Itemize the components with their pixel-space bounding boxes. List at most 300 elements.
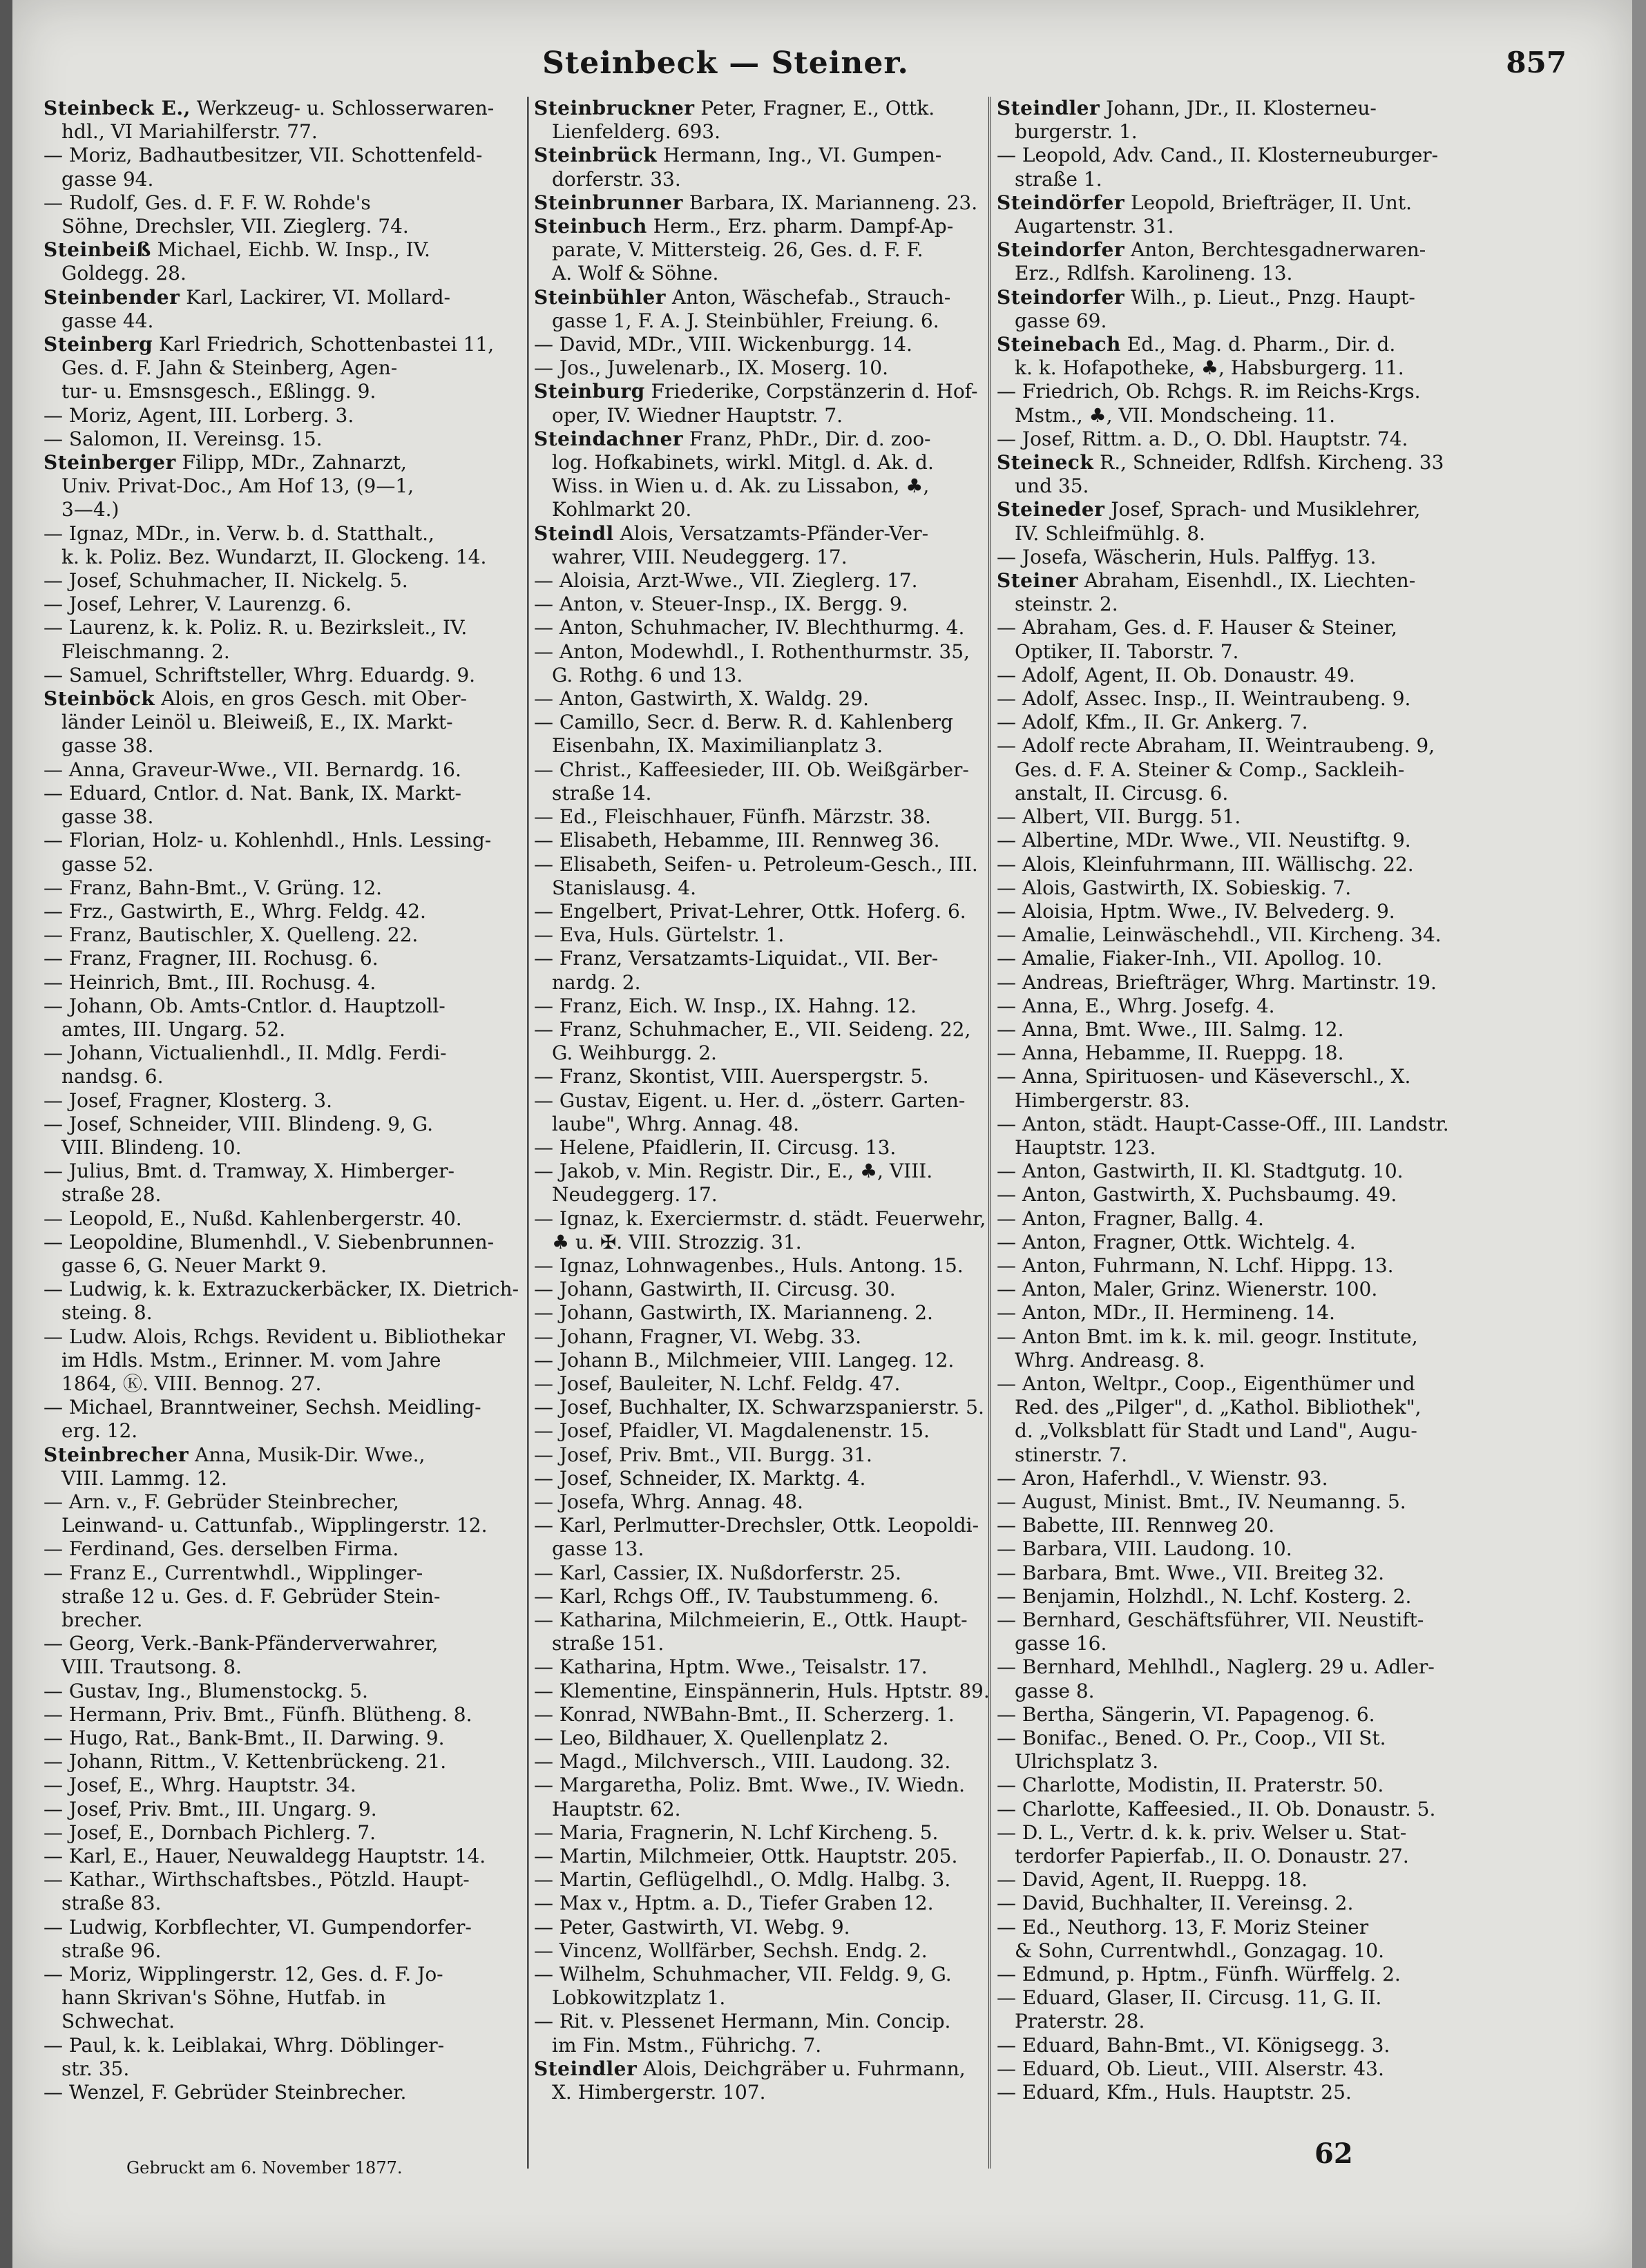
entry-text: Karl Friedrich, Schottenbastei 11, Ges. d. F. Jahn & Steinberg, Agen- tur- u. Emsnsgesch., Eßlingg. 9.: [61, 333, 495, 403]
directory-entry: [44, 758, 520, 782]
directory-entry: [534, 97, 1011, 144]
directory-entry: [534, 1207, 1011, 1254]
entry-text: — Gustav, Eigent. u. Her. d. „österr. Garten- laube", Whrg. Annag. 48.: [534, 1088, 966, 1135]
directory-entry: [997, 876, 1456, 900]
entry-text: — Anna, Hebamme, II. Rueppg. 18.: [997, 1041, 1344, 1065]
entry-text: — Josef, Buchhalter, IX. Schwarzspanierstr. 5.: [534, 1396, 984, 1419]
entry-text: — Anna, Spirituosen- und Käseverschl., X. Himbergerstr. 83.: [997, 1065, 1411, 1112]
directory-entry: [534, 994, 1011, 1018]
directory-entry: [534, 1916, 1011, 1939]
entry-text: — Anton, Maler, Grinz. Wienerstr. 100.: [997, 1278, 1378, 1301]
directory-entry: [534, 1774, 1011, 1820]
entry-text: — Moriz, Badhautbesitzer, VII. Schottenfeld- gasse 94.: [44, 144, 483, 191]
entry-text: — Martin, Milchmeier, Ottk. Hauptstr. 205.: [534, 1845, 958, 1868]
directory-entry: [534, 900, 1011, 923]
directory-entry: [997, 1727, 1456, 1774]
entry-text: Herm., Erz. pharm. Dampf-Ap- parate, V. Mittersteig. 26, Ges. d. F. F. A. Wolf & Söhne.: [552, 215, 954, 285]
directory-entry: [534, 1160, 1011, 1207]
entry-text: — Karl, Cassier, IX. Nußdorferstr. 25.: [534, 1561, 901, 1584]
entry-text: — Abraham, Ges. d. F. Hauser & Steiner, Optiker, II. Taborstr. 7.: [997, 616, 1397, 663]
directory-entry: [44, 569, 520, 593]
entry-text: — Alois, Kleinfuhrmann, III. Wällischg. 22.: [997, 852, 1414, 876]
directory-entry: [44, 1231, 520, 1278]
directory-entry: [44, 829, 520, 876]
directory-entry: [44, 1680, 520, 1703]
entry-text: Anna, Musik-Dir. Wwe., VIII. Lammg. 12.: [61, 1443, 425, 1490]
directory-entry: [534, 286, 1011, 333]
directory-entry: [44, 947, 520, 970]
entry-text: — Samuel, Schriftsteller, Whrg. Eduardg. 9.: [44, 663, 476, 686]
directory-entry: [534, 380, 1011, 427]
entry-text: — Leopoldine, Blumenhdl., V. Siebenbrunnen- gasse 6, G. Neuer Markt 9.: [44, 1230, 495, 1277]
entry-surname: Steinberger: [44, 451, 176, 474]
entry-text: — Ignaz, k. Exerciermstr. d. städt. Feuerwehr, ♣ u. ✠. VIII. Strozzig. 31.: [534, 1207, 986, 1253]
entry-text: — Wilhelm, Schuhmacher, VII. Feldg. 9, G. Lobkowitzplatz 1.: [534, 1963, 952, 2010]
directory-entry: [534, 640, 1011, 687]
entry-text: — Heinrich, Bmt., III. Rochusg. 4.: [44, 970, 376, 994]
directory-entry: [44, 1845, 520, 1868]
directory-entry: [997, 1490, 1456, 1514]
entry-text: Barbara, IX. Marianneng. 23.: [682, 191, 978, 214]
directory-column-2: [534, 97, 1011, 2169]
directory-entry: [534, 1396, 1011, 1419]
directory-entry: [44, 1916, 520, 1963]
directory-entry: [997, 1798, 1456, 1821]
directory-entry: [44, 1443, 520, 1490]
directory-entry: [997, 1372, 1456, 1467]
directory-entry: [534, 1419, 1011, 1443]
directory-entry: [997, 1514, 1456, 1537]
directory-entry: [997, 427, 1456, 451]
entry-text: Werkzeug- u. Schlosserwaren- hdl., VI Mariahilferstr. 77.: [61, 97, 495, 144]
entry-text: — Aron, Haferhdl., V. Wienstr. 93.: [997, 1466, 1328, 1490]
entry-text: — Anton, Weltpr., Coop., Eigenthümer und Red. des „Pilger", d. „Kathol. Bibliothek", d. „Volksblatt für Stadt und Land", Augu- stinerstr. 7.: [997, 1372, 1422, 1466]
entry-text: — Josef, E., Dornbach Pichlerg. 7.: [44, 1820, 376, 1844]
entry-text: — Salomon, II. Vereinsg. 15.: [44, 427, 323, 450]
directory-entry: [44, 404, 520, 427]
directory-entry: [44, 1750, 520, 1774]
entry-text: — Anton, Fuhrmann, N. Lchf. Hippg. 13.: [997, 1253, 1394, 1277]
directory-entry: [534, 2010, 1011, 2057]
directory-entry: [44, 1774, 520, 1797]
entry-text: — Johann, Fragner, VI. Webg. 33.: [534, 1325, 862, 1348]
entry-text: — Michael, Branntweiner, Sechsh. Meidling- erg. 12.: [44, 1396, 481, 1443]
entry-text: — Adolf recte Abraham, II. Weintraubeng. 9, Ges. d. F. A. Steiner & Comp., Sackleih- anstalt, II. Circusg. 6.: [997, 734, 1435, 805]
entry-text: — Anton, Gastwirth, X. Puchsbaumg. 49.: [997, 1183, 1397, 1207]
directory-entry: [44, 1089, 520, 1113]
entry-surname: Steinberg: [44, 333, 153, 356]
entry-text: — Ludw. Alois, Rchgs. Revident u. Bibliothekar im Hdls. Mstm., Erinner. M. vom Jahre 1864, Ⓚ. VIII. Bennog. 27.: [44, 1325, 506, 1395]
directory-entry: [997, 1986, 1456, 2033]
entry-text: — Johann, Rittm., V. Kettenbrückeng. 21.: [44, 1750, 447, 1774]
entry-text: — Hugo, Rat., Bank-Bmt., II. Darwing. 9.: [44, 1727, 445, 1750]
entry-text: — Adolf, Agent, II. Ob. Donaustr. 49.: [997, 663, 1355, 686]
directory-entry: [44, 427, 520, 451]
entry-text: — Charlotte, Modistin, II. Praterstr. 50.: [997, 1774, 1384, 1797]
entry-text: — Andreas, Briefträger, Whrg. Martinstr. 19.: [997, 970, 1437, 994]
directory-entry: [997, 191, 1456, 238]
entry-surname: Steinbender: [44, 285, 180, 309]
directory-entry: [44, 286, 520, 333]
directory-entry: [44, 1396, 520, 1443]
entry-surname: Steinebach: [997, 333, 1121, 356]
directory-entry: [997, 1963, 1456, 1986]
entry-surname: Steiner: [997, 569, 1079, 593]
entry-text: Wilh., p. Lieut., Pnzg. Haupt- gasse 69.: [1015, 285, 1415, 332]
entry-text: Anton, Berchtesgadnerwaren- Erz., Rdlfsh. Karolineng. 13.: [1015, 238, 1426, 285]
entry-text: — Anna, Graveur-Wwe., VII. Bernardg. 16.: [44, 758, 461, 781]
directory-entry: [44, 782, 520, 829]
directory-entry: [534, 1349, 1011, 1372]
entry-text: Karl, Lackirer, VI. Mollard- gasse 44.: [61, 285, 450, 332]
entry-text: — Katharina, Hptm. Wwe., Teisalstr. 17.: [534, 1655, 928, 1679]
page-number: 857: [1506, 46, 1567, 79]
entry-text: — Julius, Bmt. d. Tramway, X. Himberger- straße 28.: [44, 1160, 454, 1207]
directory-entry: [44, 1278, 520, 1325]
entry-surname: Steindörfer: [997, 191, 1125, 214]
directory-entry: [534, 593, 1011, 616]
directory-entry: [534, 1939, 1011, 1963]
directory-entry: [44, 97, 520, 144]
directory-entry: [997, 2034, 1456, 2057]
directory-entry: [44, 1325, 520, 1396]
directory-entry: [44, 1537, 520, 1561]
entry-surname: Steinbuch: [534, 215, 647, 238]
directory-entry: [44, 1632, 520, 1679]
directory-entry: [997, 380, 1456, 427]
directory-entry: [997, 1561, 1456, 1585]
entry-text: — Karl, Perlmutter-Drechsler, Ottk. Leopoldi- gasse 13.: [534, 1514, 979, 1561]
entry-text: — Camillo, Secr. d. Berw. R. d. Kahlenberg Eisenbahn, IX. Maximilianplatz 3.: [534, 711, 953, 758]
directory-entry: [44, 1041, 520, 1088]
directory-entry: [534, 1278, 1011, 1301]
entry-text: R., Schneider, Rdlfsh. Kircheng. 33 und 35.: [1015, 451, 1444, 498]
directory-entry: [534, 191, 1011, 215]
entry-text: — Johann, Victualienhdl., II. Mdlg. Ferdi- nandsg. 6.: [44, 1041, 447, 1088]
entry-text: — Eva, Huls. Gürtelstr. 1.: [534, 923, 785, 947]
entry-text: Hermann, Ing., VI. Gumpen- dorferstr. 33.: [552, 144, 942, 191]
directory-entry: [997, 2081, 1456, 2104]
entry-text: — Hermann, Priv. Bmt., Fünfh. Blütheng. 8.: [44, 1702, 472, 1726]
entry-text: — Anna, Bmt. Wwe., III. Salmg. 12.: [997, 1017, 1344, 1041]
entry-text: — David, Buchhalter, II. Vereinsg. 2.: [997, 1892, 1354, 1915]
directory-entry: [534, 333, 1011, 356]
entry-text: — Wenzel, F. Gebrüder Steinbrecher.: [44, 2081, 407, 2104]
entry-text: — August, Minist. Bmt., IV. Neumanng. 5.: [997, 1490, 1406, 1513]
entry-text: — Anton, v. Steuer-Insp., IX. Bergg. 9.: [534, 593, 908, 616]
directory-entry: [534, 1136, 1011, 1160]
directory-entry: [997, 1467, 1456, 1490]
entry-surname: Steineck: [997, 451, 1094, 474]
entry-text: — Magd., Milchversch., VIII. Laudong. 32.: [534, 1750, 951, 1774]
directory-entry: [44, 238, 520, 285]
directory-entry: [534, 687, 1011, 711]
entry-text: — Anton, Fragner, Ottk. Wichtelg. 4.: [997, 1230, 1356, 1253]
entry-text: — Rit. v. Plessenet Hermann, Min. Concip. im Fin. Mstm., Führichg. 7.: [534, 2010, 951, 2057]
entry-text: — Johann, Gastwirth, IX. Marianneng. 2.: [534, 1301, 933, 1325]
entry-text: — Anton, Gastwirth, X. Waldg. 29.: [534, 687, 870, 711]
entry-surname: Steindorfer: [997, 285, 1125, 309]
signature-mark: 62: [1314, 2137, 1353, 2170]
entry-text: — Franz, Versatzamts-Liquidat., VII. Ber- nardg. 2.: [534, 947, 939, 994]
entry-text: — Josef, Pfaidler, VI. Magdalenenstr. 15.: [534, 1419, 930, 1443]
entry-text: — Ignaz, MDr., in. Verw. b. d. Statthalt., k. k. Poliz. Bez. Wundarzt, II. Glockeng. 14.: [44, 521, 487, 568]
directory-entry: [997, 616, 1456, 663]
directory-entry: [44, 923, 520, 947]
directory-entry: [997, 853, 1456, 876]
entry-surname: Steinböck: [44, 687, 155, 711]
directory-entry: [44, 616, 520, 663]
directory-entry: [534, 215, 1011, 286]
directory-entry: [44, 664, 520, 687]
entry-text: — Christ., Kaffeesieder, III. Ob. Weißgärber- straße 14.: [534, 758, 969, 805]
page-edge-left: [0, 0, 12, 2268]
directory-entry: [997, 923, 1456, 947]
directory-entry: [534, 1703, 1011, 1727]
directory-entry: [997, 994, 1456, 1018]
entry-text: — Vincenz, Wollfärber, Sechsh. Endg. 2.: [534, 1939, 928, 1962]
directory-entry: [534, 1065, 1011, 1088]
directory-entry: [44, 1561, 520, 1633]
directory-entry: [44, 191, 520, 238]
entry-text: Alois, Deichgräber u. Fuhrmann, X. Himbergerstr. 107.: [552, 2057, 966, 2104]
entry-text: — Franz, Skontist, VIII. Auerspergstr. 5.: [534, 1065, 929, 1088]
directory-entry: [44, 2034, 520, 2081]
entry-text: Franz, PhDr., Dir. d. zoo- log. Hofkabinets, wirkl. Mitgl. d. Ak. d. Wiss. in Wien u. d. Ak. zu Lissabon, ♣, Kohlmarkt 20.: [552, 427, 934, 521]
entry-text: — Johann, Ob. Amts-Cntlor. d. Hauptzoll- amtes, III. Ungarg. 52.: [44, 994, 446, 1041]
directory-entry: [534, 569, 1011, 593]
entry-text: — Eduard, Cntlor. d. Nat. Bank, IX. Markt- gasse 38.: [44, 781, 461, 829]
directory-entry: [44, 994, 520, 1041]
column-divider: [527, 97, 529, 2169]
entry-text: — Aloisia, Hptm. Wwe., IV. Belvederg. 9.: [997, 899, 1395, 923]
entry-text: — Helene, Pfaidlerin, II. Circusg. 13.: [534, 1135, 897, 1159]
directory-entry: [997, 1254, 1456, 1278]
entry-text: — Eduard, Bahn-Bmt., VI. Königsegg. 3.: [997, 2033, 1390, 2057]
entry-text: — Margaretha, Poliz. Bmt. Wwe., IV. Wiedn. Hauptstr. 62.: [534, 1774, 966, 1820]
directory-entry: [44, 971, 520, 994]
directory-entry: [534, 923, 1011, 947]
entry-text: — Josef, Schuhmacher, II. Nickelg. 5.: [44, 569, 408, 593]
entry-text: — Franz, Bahn-Bmt., V. Grüng. 12.: [44, 876, 383, 899]
entry-text: — Martin, Geflügelhdl., O. Mdlg. Halbg. 3.: [534, 1868, 951, 1892]
entry-text: — Josef, Fragner, Klosterg. 3.: [44, 1088, 332, 1112]
directory-entry: [997, 1703, 1456, 1727]
directory-entry: [44, 1703, 520, 1727]
entry-text: — Friedrich, Ob. Rchgs. R. im Reichs-Krgs. Mstm., ♣, VII. Mondscheing. 11.: [997, 380, 1421, 427]
entry-text: — Johann, Gastwirth, II. Circusg. 30.: [534, 1278, 896, 1301]
entry-text: — Johann B., Milchmeier, VIII. Langeg. 12.: [534, 1348, 955, 1372]
directory-entry: [534, 1443, 1011, 1467]
entry-text: — Eduard, Kfm., Huls. Hauptstr. 25.: [997, 2081, 1352, 2104]
directory-entry: [534, 1727, 1011, 1750]
directory-entry: [534, 1868, 1011, 1892]
directory-entry: [44, 876, 520, 900]
entry-text: — Moriz, Wipplingerstr. 12, Ges. d. F. Jo- hann Skrivan's Söhne, Hutfab. in Schwechat.: [44, 1963, 443, 2033]
entry-text: — Florian, Holz- u. Kohlenhdl., Hnls. Lessing- gasse 52.: [44, 829, 492, 876]
directory-entry: [997, 971, 1456, 994]
entry-surname: Steinburg: [534, 380, 645, 403]
entry-text: — Peter, Gastwirth, VI. Webg. 9.: [534, 1915, 850, 1939]
entry-text: Ed., Mag. d. Pharm., Dir. d. k. k. Hofapotheke, ♣, Habsburgerg. 11.: [1015, 333, 1404, 380]
directory-entry: [44, 1821, 520, 1845]
entry-text: — Bertha, Sängerin, VI. Papagenog. 6.: [997, 1702, 1375, 1726]
directory-entry: [44, 1113, 520, 1160]
entry-surname: Steinbrunner: [534, 191, 683, 214]
entry-text: Peter, Fragner, E., Ottk. Lienfelderg. 693.: [552, 97, 935, 144]
directory-entry: [997, 498, 1456, 545]
directory-entry: [534, 1018, 1011, 1065]
directory-entry: [997, 1868, 1456, 1892]
directory-entry: [534, 1608, 1011, 1655]
entry-surname: Steindachner: [534, 427, 684, 450]
directory-entry: [44, 451, 520, 522]
directory-entry: [44, 1798, 520, 1821]
entry-text: — Adolf, Assec. Insp., II. Weintraubeng. 9.: [997, 687, 1411, 711]
directory-entry: [997, 1821, 1456, 1868]
directory-entry: [534, 711, 1011, 758]
directory-entry: [997, 1065, 1456, 1112]
directory-entry: [997, 144, 1456, 191]
entry-text: — Josef, Priv. Bmt., VII. Burgg. 31.: [534, 1443, 872, 1466]
entry-text: — Franz, Eich. W. Insp., IX. Hahng. 12.: [534, 994, 917, 1017]
directory-entry: [997, 1231, 1456, 1254]
entry-text: — Elisabeth, Seifen- u. Petroleum-Gesch., III. Stanislausg. 4.: [534, 852, 978, 899]
directory-entry: [44, 1727, 520, 1750]
directory-entry: [997, 569, 1456, 616]
entry-text: — Alois, Gastwirth, IX. Sobieskig. 7.: [997, 876, 1352, 899]
directory-entry: [997, 734, 1456, 805]
directory-entry: [997, 286, 1456, 333]
directory-entry: [44, 1490, 520, 1537]
directory-entry: [997, 1916, 1456, 1963]
directory-column-3: [997, 97, 1456, 2169]
entry-text: — Paul, k. k. Leiblakai, Whrg. Döblinger- str. 35.: [44, 2033, 445, 2080]
entry-text: Alois, en gros Gesch. mit Ober- länder Leinöl u. Bleiweiß, E., IX. Markt- gasse 38.: [61, 687, 467, 758]
entry-text: Abraham, Eisenhdl., IX. Liechten- steinstr. 2.: [1015, 569, 1416, 616]
page-edge-right: [1632, 0, 1646, 2268]
entry-text: Johann, JDr., II. Klosterneu- burgerstr. 1.: [1015, 97, 1377, 144]
directory-entry: [997, 1278, 1456, 1301]
entry-text: — Jakob, v. Min. Registr. Dir., E., ♣, VIII. Neudeggerg. 17.: [534, 1160, 933, 1207]
directory-entry: [997, 238, 1456, 285]
directory-entry: [997, 900, 1456, 923]
entry-text: — Josef, Schneider, VIII. Blindeng. 9, G. VIII. Blindeng. 10.: [44, 1112, 434, 1159]
directory-entry: [997, 97, 1456, 144]
entry-text: Alois, Versatzamts-Pfänder-Ver- wahrer, VIII. Neudeggerg. 17.: [552, 521, 929, 568]
directory-entry: [534, 1325, 1011, 1349]
entry-text: — Klementine, Einspännerin, Huls. Hptstr. 89.: [534, 1679, 990, 1702]
entry-text: — Leopold, E., Nußd. Kahlenbergerstr. 40.: [44, 1207, 462, 1230]
directory-entry: [997, 451, 1456, 498]
directory-entry: [997, 1655, 1456, 1702]
entry-text: — Franz, Bautischler, X. Quelleng. 22.: [44, 923, 419, 947]
directory-entry: [997, 1537, 1456, 1561]
entry-text: — Anton, Fragner, Ballg. 4.: [997, 1207, 1264, 1230]
directory-entry: [44, 687, 520, 758]
entry-surname: Steinbühler: [534, 285, 666, 309]
entry-text: — David, MDr., VIII. Wickenburgg. 14.: [534, 333, 912, 356]
entry-text: — Anton, Gastwirth, II. Kl. Stadtgutg. 10.: [997, 1160, 1404, 1183]
directory-entry: [534, 1301, 1011, 1325]
directory-entry: [534, 1254, 1011, 1278]
directory-entry: [997, 2057, 1456, 2081]
directory-entry: [534, 947, 1011, 994]
entry-text: — Josef, Lehrer, V. Laurenzg. 6.: [44, 593, 352, 616]
entry-text: — Anton, Modewhdl., I. Rothenthurmstr. 35, G. Rothg. 6 und 13.: [534, 640, 970, 686]
directory-entry: [44, 522, 520, 569]
directory-entry: [44, 1160, 520, 1207]
directory-entry: [534, 829, 1011, 852]
entry-text: — Maria, Fragnerin, N. Lchf Kircheng. 5.: [534, 1820, 939, 1844]
directory-entry: [534, 1655, 1011, 1679]
entry-text: — Josef, Rittm. a. D., O. Dbl. Hauptstr. 74.: [997, 427, 1408, 450]
entry-text: — Adolf, Kfm., II. Gr. Ankerg. 7.: [997, 711, 1308, 734]
directory-entry: [997, 1774, 1456, 1797]
directory-entry: [44, 900, 520, 923]
entry-text: — Ludwig, k. k. Extrazuckerbäcker, IX. Dietrich- steing. 8.: [44, 1278, 519, 1325]
directory-entry: [534, 853, 1011, 900]
entry-text: — Frz., Gastwirth, E., Whrg. Feldg. 42.: [44, 899, 426, 923]
entry-text: — Charlotte, Kaffeesied., II. Ob. Donaustr. 5.: [997, 1797, 1436, 1820]
entry-text: — Josef, E., Whrg. Hauptstr. 34.: [44, 1774, 356, 1797]
directory-entry: [997, 1585, 1456, 1608]
entry-surname: Steinbeck E.,: [44, 97, 191, 119]
directory-entry: [534, 1514, 1011, 1561]
entry-text: Filipp, MDr., Zahnarzt, Univ. Privat-Doc., Am Hof 13, (9—1, 3—4.): [61, 451, 414, 521]
entry-text: — Anton, Schuhmacher, IV. Blechthurmg. 4.: [534, 616, 965, 640]
directory-entry: [997, 546, 1456, 569]
entry-text: — Arn. v., F. Gebrüder Steinbrecher, Leinwand- u. Cattunfab., Wipplingerstr. 12.: [44, 1490, 488, 1537]
directory-entry: [997, 1325, 1456, 1372]
entry-text: — Max v., Hptm. a. D., Tiefer Graben 12.: [534, 1892, 934, 1915]
entry-text: — Karl, Rchgs Off., IV. Taubstummeng. 6.: [534, 1584, 939, 1608]
entry-text: — Eduard, Ob. Lieut., VIII. Alserstr. 43.: [997, 2057, 1384, 2080]
directory-entry: [44, 2081, 520, 2104]
entry-surname: Steinbrück: [534, 144, 658, 167]
entry-text: — Bernhard, Geschäftsführer, VII. Neustift- gasse 16.: [997, 1608, 1424, 1655]
directory-entry: [534, 1490, 1011, 1514]
entry-text: Leopold, Briefträger, II. Unt. Augartenstr. 31.: [1015, 191, 1412, 238]
entry-text: — David, Agent, II. Rueppg. 18.: [997, 1868, 1308, 1892]
entry-text: — Bonifac., Bened. O. Pr., Coop., VII St. Ulrichsplatz 3.: [997, 1727, 1386, 1774]
entry-text: — Elisabeth, Hebamme, III. Rennweg 36.: [534, 829, 940, 852]
entry-text: — Leopold, Adv. Cand., II. Klosterneuburger- straße 1.: [997, 144, 1439, 191]
entry-text: — Benjamin, Holzhdl., N. Lchf. Kosterg. 2.: [997, 1584, 1412, 1608]
page-title: Steinbeck — Steiner.: [542, 46, 909, 81]
directory-entry: [997, 1018, 1456, 1041]
entry-text: — Amalie, Fiaker-Inh., VII. Apollog. 10.: [997, 947, 1383, 970]
directory-entry: [997, 1183, 1456, 1207]
entry-text: — Ludwig, Korbflechter, VI. Gumpendorfer- straße 96.: [44, 1915, 472, 1962]
directory-entry: [997, 1892, 1456, 1915]
entry-text: — Bernhard, Mehlhdl., Naglerg. 29 u. Adler- gasse 8.: [997, 1655, 1435, 1702]
entry-text: — Barbara, Bmt. Wwe., VII. Breiteg 32.: [997, 1561, 1385, 1584]
directory-entry: [44, 1963, 520, 2034]
entry-text: — Franz E., Currentwhdl., Wipplinger- straße 12 u. Ges. d. F. Gebrüder Stein- brecher.: [44, 1561, 441, 1631]
entry-text: — Anton, städt. Haupt-Casse-Off., III. Landstr. Hauptstr. 123.: [997, 1112, 1449, 1159]
entry-text: — Josef, Schneider, IX. Marktg. 4.: [534, 1466, 866, 1490]
entry-surname: Steinbruckner: [534, 97, 695, 119]
entry-text: — Ignaz, Lohnwagenbes., Huls. Antong. 15.: [534, 1253, 964, 1277]
entry-text: — Gustav, Ing., Blumenstockg. 5.: [44, 1679, 368, 1702]
entry-surname: Steindler: [534, 2057, 638, 2080]
entry-text: — Moriz, Agent, III. Lorberg. 3.: [44, 403, 354, 427]
directory-entry: [534, 2057, 1011, 2104]
entry-text: — Edmund, p. Hptm., Fünfh. Würffelg. 2.: [997, 1963, 1401, 1986]
print-date-note: Gebruckt am 6. November 1877.: [126, 2158, 403, 2178]
entry-text: — Barbara, VIII. Laudong. 10.: [997, 1537, 1292, 1561]
